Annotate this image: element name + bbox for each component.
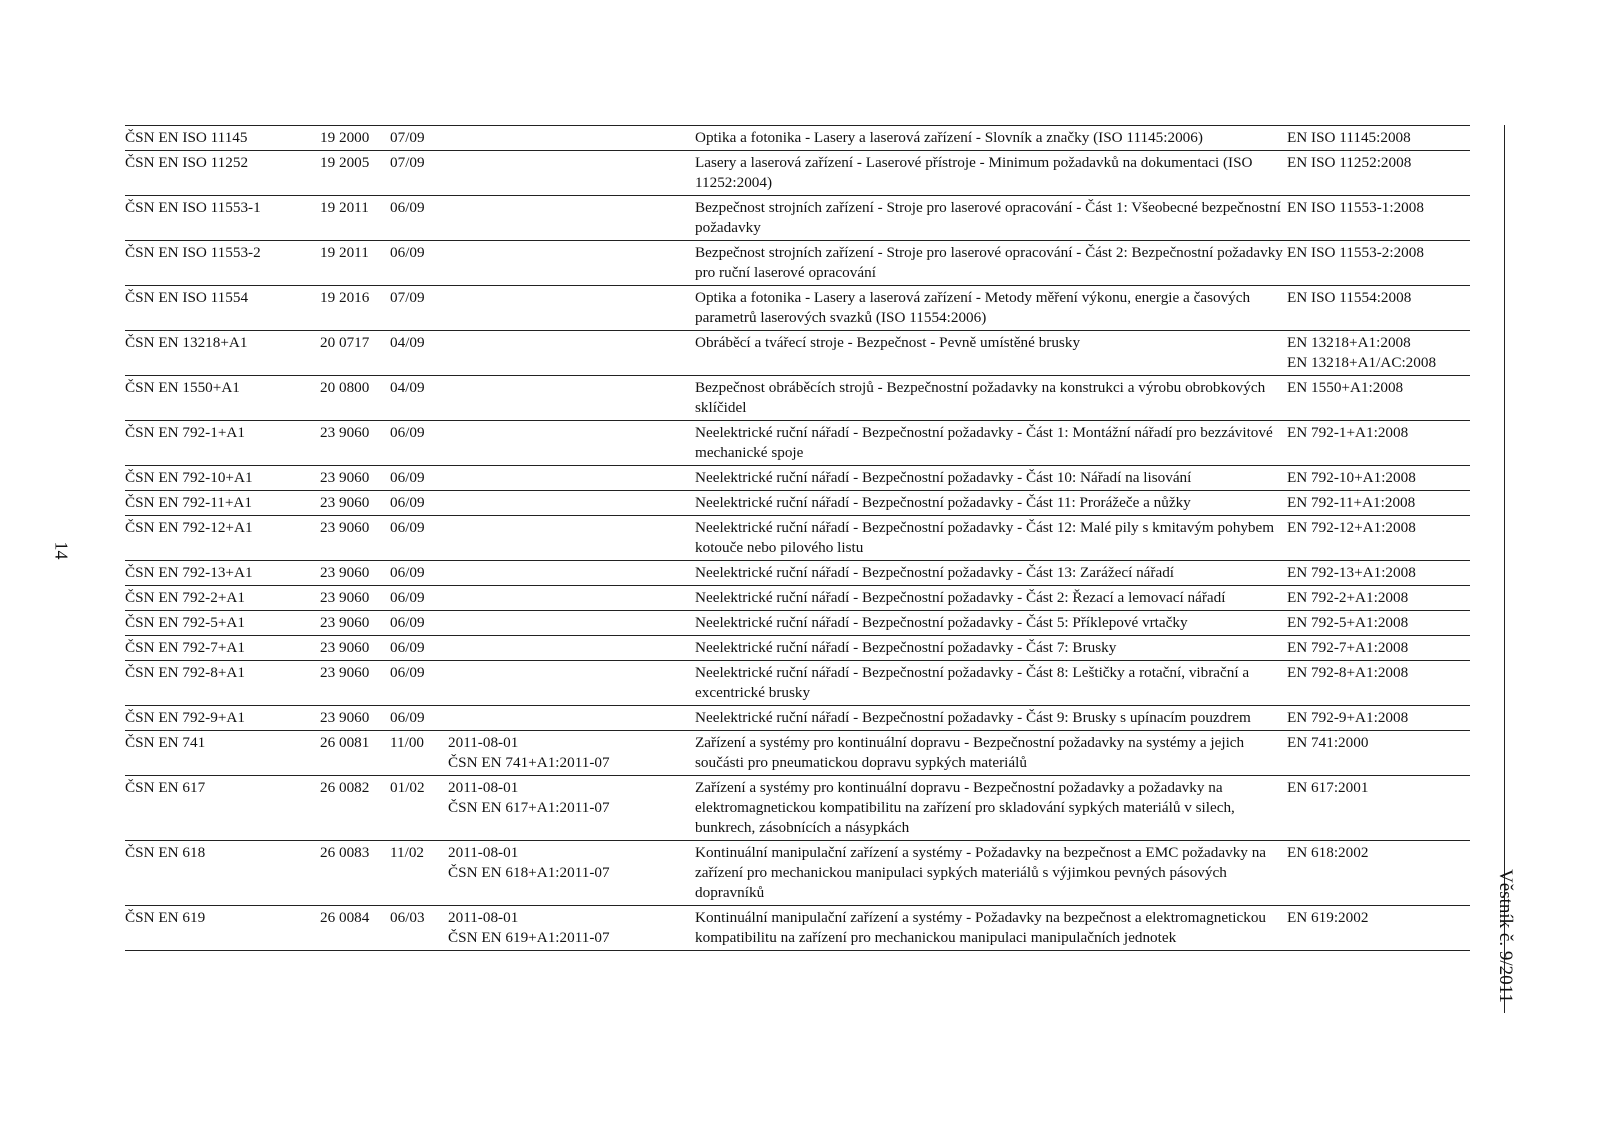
classification-code: 23 9060 xyxy=(320,469,370,486)
standard-title: Neelektrické ruční nářadí - Bezpečnostní požadavky - Část 12: Malé pily s kmitavým pohybem kotouče nebo pilového listu xyxy=(695,519,1275,556)
issue-date: 06/09 xyxy=(390,199,425,216)
standard-code: ČSN EN ISO 11553-1 xyxy=(125,199,261,216)
issue-date: 04/09 xyxy=(390,334,425,351)
issue-date: 06/09 xyxy=(390,564,425,581)
en-equivalent: EN 792-2+A1:2008 xyxy=(1287,589,1409,606)
replacement-info: 2011-08-01 ČSN EN 619+A1:2011-07 xyxy=(448,909,610,946)
en-equivalent: EN ISO 11553-2:2008 xyxy=(1287,244,1424,261)
table-row xyxy=(125,196,1470,241)
table-row xyxy=(125,241,1470,286)
issue-date: 06/09 xyxy=(390,709,425,726)
en-equivalent: EN 792-10+A1:2008 xyxy=(1287,469,1416,486)
standard-code: ČSN EN 792-7+A1 xyxy=(125,639,245,656)
table-row xyxy=(125,636,1470,661)
en-equivalent: EN 619:2002 xyxy=(1287,909,1369,926)
classification-code: 19 2011 xyxy=(320,244,369,261)
issue-date: 06/09 xyxy=(390,424,425,441)
standards-table xyxy=(125,125,1470,951)
en-equivalent: EN 741:2000 xyxy=(1287,734,1369,751)
table-row xyxy=(125,611,1470,636)
table-row xyxy=(125,331,1470,376)
en-equivalent: EN 792-1+A1:2008 xyxy=(1287,424,1409,441)
issue-date: 06/09 xyxy=(390,469,425,486)
table-row xyxy=(125,586,1470,611)
table-row xyxy=(125,561,1470,586)
issue-date: 06/09 xyxy=(390,519,425,536)
en-equivalent: EN ISO 11252:2008 xyxy=(1287,154,1412,171)
standard-title: Optika a fotonika - Lasery a laserová zařízení - Metody měření výkonu, energie a časových parametrů laserových svazků (ISO 11554:2006) xyxy=(695,289,1251,326)
journal-label: Věstník č. 9/2011 xyxy=(1495,869,1516,1003)
classification-code: 23 9060 xyxy=(320,614,370,631)
en-equivalent: EN 792-13+A1:2008 xyxy=(1287,564,1416,581)
standard-title: Neelektrické ruční nářadí - Bezpečnostní požadavky - Část 1: Montážní nářadí pro bezzávitové mechanické spoje xyxy=(695,424,1273,461)
en-equivalent: EN 792-12+A1:2008 xyxy=(1287,519,1416,536)
standard-title: Neelektrické ruční nářadí - Bezpečnostní požadavky - Část 2: Řezací a lemovací nářadí xyxy=(695,589,1226,606)
en-equivalent: EN 617:2001 xyxy=(1287,779,1369,796)
en-equivalent: EN 792-11+A1:2008 xyxy=(1287,494,1416,511)
en-equivalent: EN 13218+A1:2008 EN 13218+A1/AC:2008 xyxy=(1287,334,1437,371)
standard-title: Neelektrické ruční nářadí - Bezpečnostní požadavky - Část 9: Brusky s upínacím pouzdrem xyxy=(695,709,1251,726)
standard-code: ČSN EN 792-8+A1 xyxy=(125,664,245,681)
standard-code: ČSN EN 792-11+A1 xyxy=(125,494,252,511)
table-row xyxy=(125,466,1470,491)
classification-code: 23 9060 xyxy=(320,589,370,606)
issue-date: 07/09 xyxy=(390,129,425,146)
issue-date: 01/02 xyxy=(390,779,425,796)
classification-code: 26 0084 xyxy=(320,909,370,926)
table-row xyxy=(125,151,1470,196)
standard-title: Neelektrické ruční nářadí - Bezpečnostní požadavky - Část 11: Prorážeče a nůžky xyxy=(695,494,1191,511)
standard-code: ČSN EN 792-2+A1 xyxy=(125,589,245,606)
replacement-info: 2011-08-01 ČSN EN 741+A1:2011-07 xyxy=(448,734,610,771)
issue-date: 07/09 xyxy=(390,289,425,306)
table-row xyxy=(125,706,1470,731)
standard-title: Neelektrické ruční nářadí - Bezpečnostní požadavky - Část 7: Brusky xyxy=(695,639,1117,656)
standard-title: Bezpečnost obráběcích strojů - Bezpečnostní požadavky na konstrukci a výrobu obrobkových sklíčidel xyxy=(695,379,1266,416)
table-row xyxy=(125,731,1470,776)
standard-title: Kontinuální manipulační zařízení a systémy - Požadavky na bezpečnost a EMC požadavky na zařízení pro mechanickou manipulaci sypkých materiálů s výjimkou pevných pásových dopravníků xyxy=(695,844,1267,901)
standard-code: ČSN EN ISO 11553-2 xyxy=(125,244,261,261)
en-equivalent: EN 792-9+A1:2008 xyxy=(1287,709,1409,726)
standard-title: Zařízení a systémy pro kontinuální dopravu - Bezpečnostní požadavky a požadavky na elektromagnetickou kompatibilitu na zařízení pro skladování sypkých materiálů v silech, bunkrech, zásobnících a násypkách xyxy=(695,779,1235,836)
standard-code: ČSN EN 13218+A1 xyxy=(125,334,248,351)
en-equivalent: EN 618:2002 xyxy=(1287,844,1369,861)
issue-date: 06/09 xyxy=(390,664,425,681)
issue-date: 11/00 xyxy=(390,734,425,751)
standard-title: Zařízení a systémy pro kontinuální dopravu - Bezpečnostní požadavky na systémy a jejich součásti pro pneumatickou dopravu sypkých materiálů xyxy=(695,734,1245,771)
classification-code: 23 9060 xyxy=(320,639,370,656)
classification-code: 19 2005 xyxy=(320,154,370,171)
standard-code: ČSN EN 619 xyxy=(125,909,206,926)
standard-code: ČSN EN ISO 11252 xyxy=(125,154,249,171)
standard-code: ČSN EN 792-13+A1 xyxy=(125,564,253,581)
table-row xyxy=(125,776,1470,841)
classification-code: 23 9060 xyxy=(320,494,370,511)
en-equivalent: EN ISO 11554:2008 xyxy=(1287,289,1412,306)
replacement-info: 2011-08-01 ČSN EN 617+A1:2011-07 xyxy=(448,779,610,816)
table-row xyxy=(125,841,1470,906)
standard-title: Neelektrické ruční nářadí - Bezpečnostní požadavky - Část 10: Nářadí na lisování xyxy=(695,469,1192,486)
issue-date: 06/09 xyxy=(390,589,425,606)
standard-title: Neelektrické ruční nářadí - Bezpečnostní požadavky - Část 5: Příklepové vrtačky xyxy=(695,614,1188,631)
issue-date: 06/09 xyxy=(390,244,425,261)
issue-date: 07/09 xyxy=(390,154,425,171)
standard-code: ČSN EN 617 xyxy=(125,779,206,796)
classification-code: 23 9060 xyxy=(320,709,370,726)
replacement-info: 2011-08-01 ČSN EN 618+A1:2011-07 xyxy=(448,844,610,881)
table-row xyxy=(125,516,1470,561)
classification-code: 20 0717 xyxy=(320,334,370,351)
standard-code: ČSN EN 792-5+A1 xyxy=(125,614,245,631)
standard-title: Neelektrické ruční nářadí - Bezpečnostní požadavky - Část 13: Zarážecí nářadí xyxy=(695,564,1175,581)
issue-date: 06/09 xyxy=(390,639,425,656)
en-equivalent: EN 1550+A1:2008 xyxy=(1287,379,1404,396)
standard-title: Optika a fotonika - Lasery a laserová zařízení - Slovník a značky (ISO 11145:2006) xyxy=(695,129,1203,146)
en-equivalent: EN 792-8+A1:2008 xyxy=(1287,664,1409,681)
standard-title: Bezpečnost strojních zařízení - Stroje pro laserové opracování - Část 2: Bezpečnostní požadavky pro ruční laserové opracování xyxy=(695,244,1283,281)
table-row xyxy=(125,376,1470,421)
standard-code: ČSN EN 792-1+A1 xyxy=(125,424,245,441)
standard-code: ČSN EN 792-10+A1 xyxy=(125,469,253,486)
standard-title: Neelektrické ruční nářadí - Bezpečnostní požadavky - Část 8: Leštičky a rotační, vibrační a excentrické brusky xyxy=(695,664,1250,701)
table-row xyxy=(125,286,1470,331)
table-row xyxy=(125,661,1470,706)
en-equivalent: EN ISO 11145:2008 xyxy=(1287,129,1411,146)
classification-code: 23 9060 xyxy=(320,664,370,681)
standard-code: ČSN EN 792-9+A1 xyxy=(125,709,245,726)
standard-code: ČSN EN ISO 11554 xyxy=(125,289,249,306)
classification-code: 26 0082 xyxy=(320,779,370,796)
issue-date: 04/09 xyxy=(390,379,425,396)
classification-code: 23 9060 xyxy=(320,519,370,536)
classification-code: 19 2011 xyxy=(320,199,369,216)
table-row xyxy=(125,906,1470,951)
en-equivalent: EN 792-5+A1:2008 xyxy=(1287,614,1409,631)
table-row xyxy=(125,491,1470,516)
table-row xyxy=(125,126,1470,151)
en-equivalent: EN 792-7+A1:2008 xyxy=(1287,639,1409,656)
issue-date: 06/03 xyxy=(390,909,425,926)
standard-title: Lasery a laserová zařízení - Laserové přístroje - Minimum požadavků na dokumentaci (ISO 11252:2004) xyxy=(695,154,1253,191)
issue-date: 11/02 xyxy=(390,844,425,861)
classification-code: 20 0800 xyxy=(320,379,370,396)
standard-title: Obráběcí a tvářecí stroje - Bezpečnost - Pevně umístěné brusky xyxy=(695,334,1081,351)
standard-code: ČSN EN 618 xyxy=(125,844,206,861)
classification-code: 26 0081 xyxy=(320,734,370,751)
classification-code: 23 9060 xyxy=(320,564,370,581)
classification-code: 26 0083 xyxy=(320,844,370,861)
standard-title: Kontinuální manipulační zařízení a systémy - Požadavky na bezpečnost a elektromagnetickou kompatibilitu na zařízení pro mechanickou manipulaci manipulačních jednotek xyxy=(695,909,1267,946)
page-number: 14 xyxy=(51,541,72,560)
en-equivalent: EN ISO 11553-1:2008 xyxy=(1287,199,1424,216)
standard-code: ČSN EN 1550+A1 xyxy=(125,379,240,396)
issue-date: 06/09 xyxy=(390,614,425,631)
standard-code: ČSN EN 741 xyxy=(125,734,206,751)
issue-date: 06/09 xyxy=(390,494,425,511)
standard-code: ČSN EN ISO 11145 xyxy=(125,129,248,146)
classification-code: 19 2000 xyxy=(320,129,370,146)
classification-code: 19 2016 xyxy=(320,289,370,306)
classification-code: 23 9060 xyxy=(320,424,370,441)
table-row xyxy=(125,421,1470,466)
standard-title: Bezpečnost strojních zařízení - Stroje pro laserové opracování - Část 1: Všeobecné bezpečnostní požadavky xyxy=(695,199,1281,236)
standard-code: ČSN EN 792-12+A1 xyxy=(125,519,253,536)
